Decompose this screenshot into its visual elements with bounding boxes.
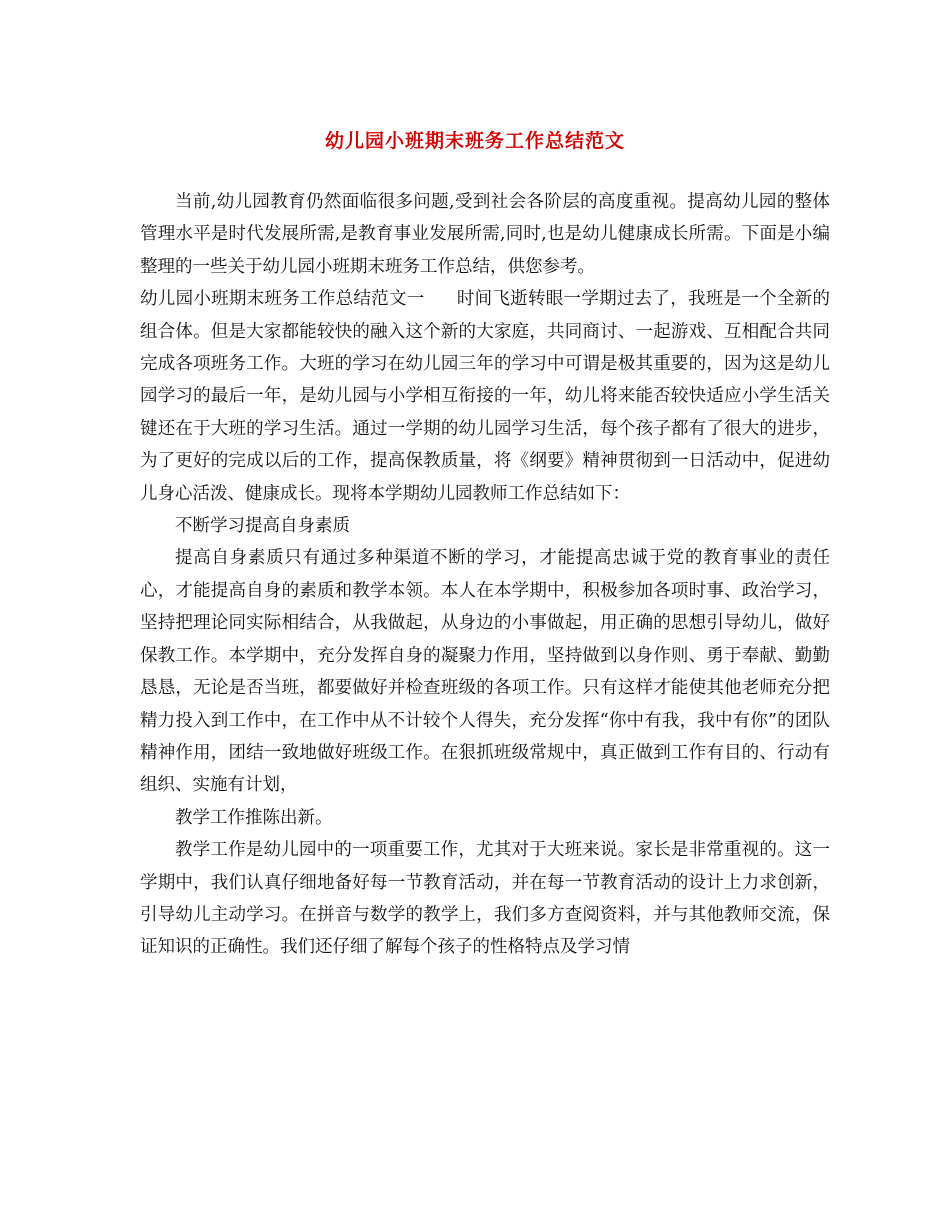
document-body bbox=[140, 186, 830, 964]
section-one-paragraph bbox=[140, 283, 830, 510]
intro-paragraph: 当前,幼儿园教育仍然面临很多问题,受到社会各阶层的高度重视。提高幼儿园的整体管理水平是时代发展所需,是教育事业发展所需,同时,也是幼儿健康成长所需。下面是小编整理的一些关于幼儿园小班期末班务工作总结，供您参考。 bbox=[140, 192, 830, 277]
subsection-one-paragraph: 提高自身素质只有通过多种渠道不断的学习，才能提高忠诚于党的教育事业的责任心，才能提高自身的素质和教学本领。本人在本学期中，积极参加各项时事、政治学习，坚持把理论同实际相结合，从我做起，从身边的小事做起，用正确的思想引导幼儿，做好保教工作。本学期中，充分发挥自身的凝聚力作用，坚持做到以身作则、勇于奉献、勤勤恳恳，无论是否当班，都要做好并检查班级的各项工作。只有这样才能使其他老师充分把精力投入到工作中，在工作中从不计较个人得失，充分发挥“你中有我，我中有你”的团队精神作用，团结一致地做好班级工作。在狠抓班级常规中，真正做到工作有目的、行动有组织、实施有计划， bbox=[140, 548, 830, 796]
document-title: 幼儿园小班期末班务工作总结范文 bbox=[324, 130, 625, 152]
section-one-heading: 幼儿园小班期末班务工作总结范文一 bbox=[140, 289, 425, 310]
section-one-text: 时间飞逝转眼一学期过去了，我班是一个全新的组合体。但是大家都能较快的融入这个新的大家庭，共同商讨、一起游戏、互相配合共同完成各项班务工作。大班的学习在幼儿园三年的学习中可谓是极其重要的，因为这是幼儿园学习的最后一年，是幼儿园与小学相互衔接的一年，幼儿将来能否较快适应小学生活关键还在于大班的学习生活。通过一学期的幼儿园学习生活，每个孩子都有了很大的进步，为了更好的完成以后的工作，提高保教质量，将《纲要》精神贯彻到一日活动中，促进幼儿身心活泼、健康成长。现将本学期幼儿园教师工作总结如下： bbox=[140, 289, 831, 504]
subsection-two-paragraph: 教学工作是幼儿园中的一项重要工作，尤其对于大班来说。家长是非常重视的。这一学期中，我们认真仔细地备好每一节教育活动，并在每一节教育活动的设计上力求创新，引导幼儿主动学习。在拼音与数学的教学上，我们多方查阅资料，并与其他教师交流，保证知识的正确性。我们还仔细了解每个孩子的性格特点及学习情 bbox=[140, 840, 830, 958]
subsection-one-heading: 不断学习提高自身素质 bbox=[175, 516, 350, 537]
subsection-two-heading: 教学工作推陈出新。 bbox=[175, 807, 333, 828]
